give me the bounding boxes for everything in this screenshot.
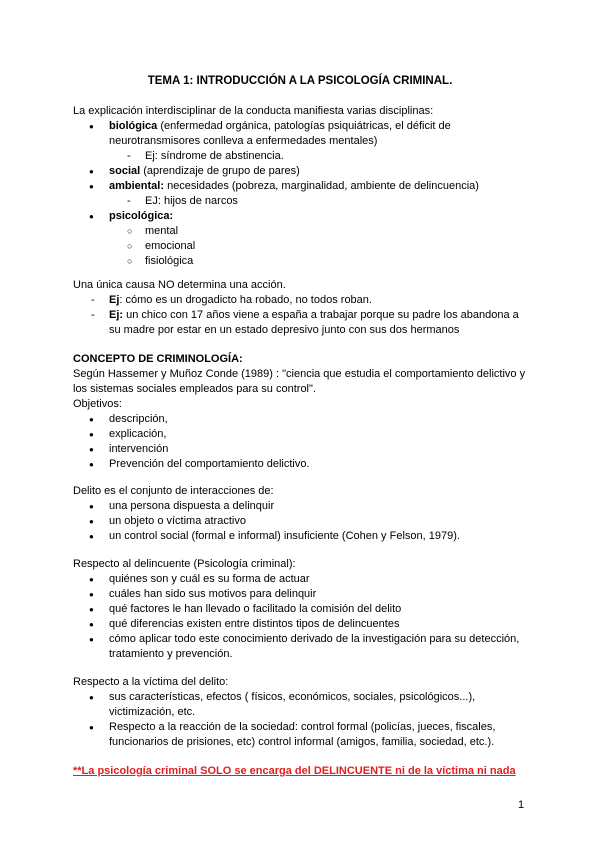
delito-intro: Delito es el conjunto de interacciones de: (73, 485, 274, 497)
bio-text: (enfermedad orgánica, patologías psiquiátricas, el déficit de neurotransmisores conlleva a enfermedades mentales) (109, 120, 451, 147)
objective-item: ● explicación, (73, 427, 533, 442)
cause-example-2 (73, 308, 533, 338)
psico-item: ○ fisiológica (73, 254, 533, 269)
delito-item: ● un control social (formal e informal) insuficiente (Cohen y Felson, 1979). (73, 529, 533, 544)
ex2-label: Ej: (109, 309, 124, 321)
objective-item: ● intervención (73, 442, 533, 457)
psico-item: ○ emocional (73, 239, 533, 254)
delincuente-item: ● cómo aplicar todo este conocimiento derivado de la investigación para su detección, tratamiento y prevención. (73, 632, 533, 662)
amb-example: - EJ: hijos de narcos (73, 194, 533, 209)
concept-definition: Según Hassemer y Muñoz Conde (1989) : "ciencia que estudia el comportamiento delictivo y los sistemas sociales empleados para su control". (73, 368, 526, 395)
bio-label: biológica (109, 120, 158, 132)
page-number: 1 (518, 799, 525, 811)
psico-item: ○ mental (73, 224, 533, 239)
psico-label: psicológica: (109, 210, 174, 222)
cause-example-1 (73, 293, 533, 308)
delincuente-item: ● quiénes son y cuál es su forma de actuar (73, 572, 533, 587)
delincuente-item: ● qué factores le han llevado o facilitado la comisión del delito (73, 602, 533, 617)
note-section (73, 764, 543, 779)
objectives-label: Objetivos: (73, 398, 122, 410)
victima-section (73, 675, 533, 750)
disciplines-section (73, 104, 533, 269)
objective-item: ● Prevención del comportamiento delictivo. (73, 457, 533, 472)
amb-text: necesidades (pobreza, marginalidad, ambiente de delincuencia) (164, 180, 479, 192)
bullet-biologica (73, 119, 533, 149)
victima-item: ● sus características, efectos ( físicos, económicos, sociales, psicológicos...), victimización, etc. (73, 690, 533, 720)
ex1-label: Ej (109, 294, 120, 306)
delito-item: ● un objeto o víctima atractivo (73, 514, 533, 529)
bullet-psicologica (73, 209, 533, 224)
cause-text: Una única causa NO determina una acción. (73, 279, 286, 291)
delincuente-section (73, 557, 533, 662)
bio-example: - Ej: síndrome de abstinencia. (73, 149, 533, 164)
delito-section (73, 484, 533, 544)
concept-heading: CONCEPTO DE CRIMINOLOGÍA: (73, 353, 243, 365)
ex2-text: un chico con 17 años viene a españa a trabajar porque su padre los abandona a su madre por estar en un estado depresivo junto con sus dos hermanos (109, 309, 519, 336)
bullet-ambiental (73, 179, 533, 194)
red-note: **La psicología criminal SOLO se encarga del DELINCUENTE ni de la víctima ni nada (73, 765, 516, 777)
cause-section (73, 278, 533, 338)
social-text: (aprendizaje de grupo de pares) (140, 165, 300, 177)
delito-item: ● una persona dispuesta a delinquir (73, 499, 533, 514)
bullet-social (73, 164, 533, 179)
victima-item: ● Respecto a la reacción de la sociedad: control formal (policías, jueces, fiscales, funcionarios de prisiones, etc) control informal (amigos, familia, sociedad, etc.). (73, 720, 533, 750)
delincuente-intro: Respecto al delincuente (Psicología criminal): (73, 558, 296, 570)
ex1-text: : cómo es un drogadicto ha robado, no todos roban. (119, 294, 372, 306)
social-label: social (109, 165, 141, 177)
delincuente-item: ● qué diferencias existen entre distintos tipos de delincuentes (73, 617, 533, 632)
intro-text: La explicación interdisciplinar de la conducta manifiesta varias disciplinas: (73, 105, 434, 117)
objective-item: ● descripción, (73, 412, 533, 427)
victima-intro: Respecto a la víctima del delito: (73, 676, 229, 688)
delincuente-item: ● cuáles han sido sus motivos para delinquir (73, 587, 533, 602)
concept-section (73, 352, 533, 472)
page-title: TEMA 1: INTRODUCCIÓN A LA PSICOLOGÍA CRIMINAL. (147, 75, 453, 87)
amb-label: ambiental: (109, 180, 165, 192)
